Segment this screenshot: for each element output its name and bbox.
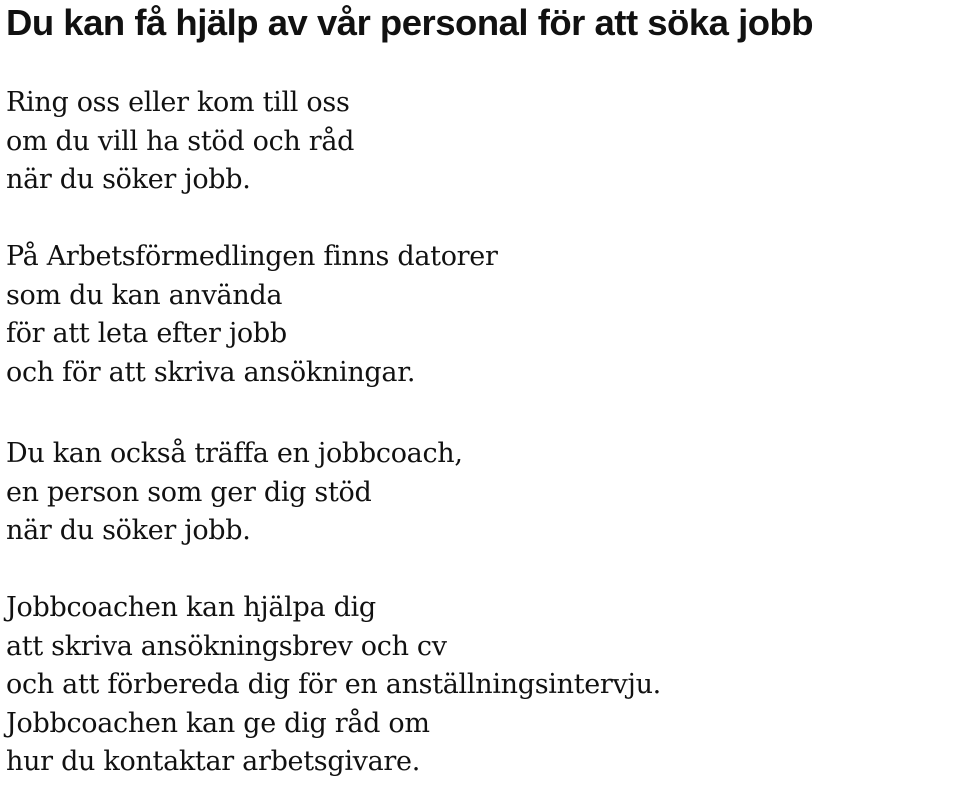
paragraph-line: hur du kontaktar arbetsgivare. — [6, 746, 420, 777]
paragraph-line: På Arbetsförmedlingen finns datorer — [6, 241, 498, 272]
paragraph-line: och för att skriva ansökningar. — [6, 356, 416, 388]
paragraph-jobcoach — [6, 435, 463, 551]
page-title: Du kan få hjälp av vår personal för att söka jobb — [6, 2, 814, 43]
paragraph-computers — [6, 238, 498, 392]
paragraph-line: att skriva ansökningsbrev och cv — [6, 630, 447, 662]
paragraph-contact — [6, 84, 354, 200]
paragraph-line: Jobbcoachen kan ge dig råd om — [6, 707, 430, 739]
paragraph-jobcoach-help — [6, 589, 661, 782]
paragraph-line: Du kan också träffa en jobbcoach, — [6, 438, 463, 469]
paragraph-line: som du kan använda — [6, 279, 283, 311]
paragraph-line: för att leta efter jobb — [6, 318, 287, 349]
paragraph-line: en person som ger dig stöd — [6, 476, 372, 508]
paragraph-line: om du vill ha stöd och råd — [6, 125, 355, 157]
paragraph-line: Ring oss eller kom till oss — [6, 87, 350, 118]
paragraph-line: när du söker jobb. — [6, 164, 251, 195]
paragraph-line: och att förbereda dig för en anställningsintervju. — [6, 669, 661, 700]
paragraph-line: när du söker jobb. — [6, 515, 251, 546]
document-page — [6, 0, 956, 787]
paragraph-line: Jobbcoachen kan hjälpa dig — [6, 592, 376, 623]
